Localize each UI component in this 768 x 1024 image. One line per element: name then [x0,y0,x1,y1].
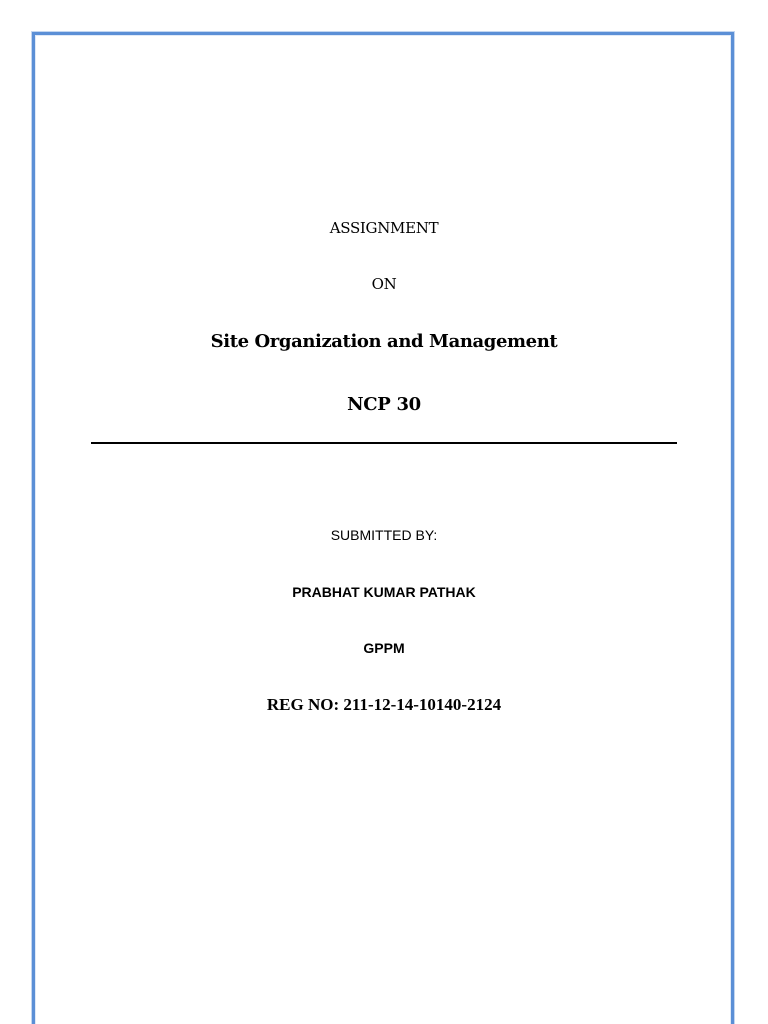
course-code: NCP 30 [347,394,421,415]
student-name: PRABHAT KUMAR PATHAK [292,584,476,600]
registration-number: REG NO: 211-12-14-10140-2124 [266,695,502,714]
assignment-heading: ASSIGNMENT [329,219,439,237]
program-name: GPPM [363,640,405,656]
horizontal-divider [91,442,677,444]
subject-title: Site Organization and Management [210,331,558,352]
submitted-by-label: SUBMITTED BY: [330,527,438,543]
connector-text: ON [371,275,397,293]
